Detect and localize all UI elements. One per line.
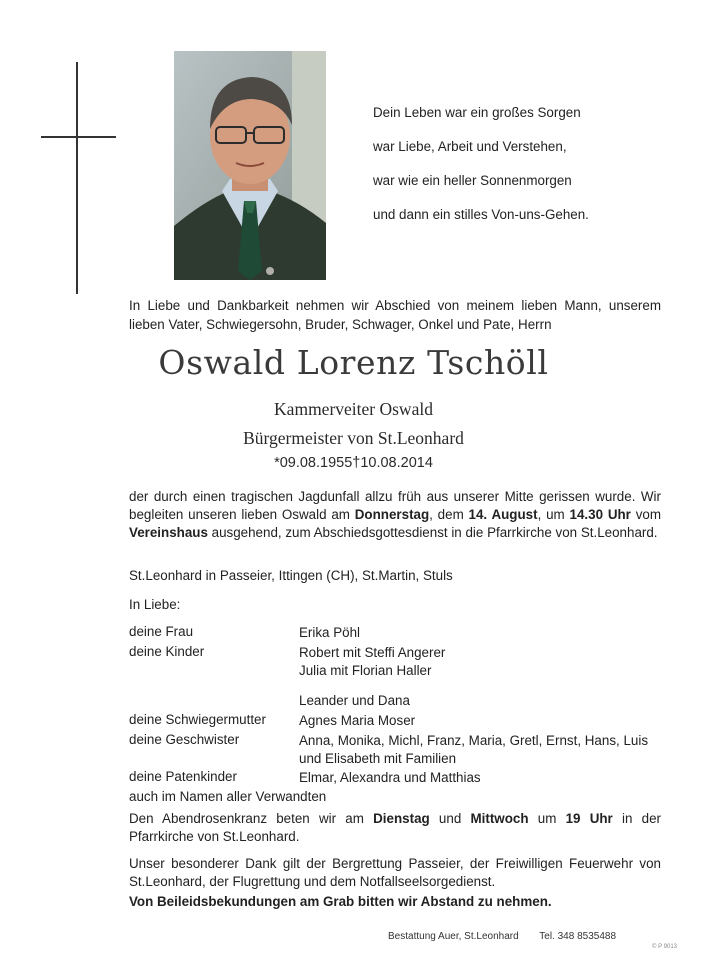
rosary-time: 19 Uhr xyxy=(565,811,613,826)
relative-name: Leander und Dana xyxy=(299,693,410,708)
poem-line: war wie ein heller Sonnenmorgen xyxy=(373,173,572,188)
family-row-grandchildren xyxy=(129,692,669,712)
family-row-children xyxy=(129,644,669,692)
locations: St.Leonhard in Passeier, Ittingen (CH), St.Martin, Stuls xyxy=(129,568,453,583)
in-love-heading: In Liebe: xyxy=(129,597,181,612)
family-list xyxy=(129,624,669,804)
phone: Tel. 348 8535488 xyxy=(539,931,616,942)
funeral-paragraph: der durch einen tragischen Jagdunfall allzu früh aus unserer Mitte gerissen wurde. Wir begleiten unseren lieben Oswald am Donnerstag, dem 14. August, um 14.30 Uhr vom Vereinshaus ausgehend, zum Abschiedsgottesdienst in die Pfarrkirche von St.Leonhard. xyxy=(129,489,661,540)
relation-label: deine Kinder xyxy=(129,644,205,659)
rosary-day-1: Dienstag xyxy=(373,811,430,826)
relative-name: Anna, Monika, Michl, Franz, Maria, Gretl, Ernst, Hans, Luis xyxy=(299,733,649,748)
condolences-note: Von Beileidsbekundungen am Grab bitten wir Abstand zu nehmen. xyxy=(129,894,552,909)
funeral-place: Vereinshaus xyxy=(129,525,208,540)
family-row-mother-in-law xyxy=(129,712,669,732)
funeral-date: 14. August xyxy=(468,507,538,522)
family-row-wife xyxy=(129,624,669,644)
print-code: © P 9013 xyxy=(652,944,677,950)
deceased-title: Bürgermeister von St.Leonhard xyxy=(243,428,464,448)
relative-name: Agnes Maria Moser xyxy=(299,713,416,728)
relation-label: deine Schwiegermutter xyxy=(129,712,266,727)
funeral-time: 14.30 Uhr xyxy=(569,507,631,522)
footer xyxy=(388,931,634,942)
relative-name: Julia mit Florian Haller xyxy=(299,663,432,678)
relation-label: deine Geschwister xyxy=(129,732,240,747)
cross-horizontal xyxy=(41,136,116,138)
relative-name: Robert mit Steffi Angerer xyxy=(299,645,446,660)
intro-text: In Liebe und Dankbarkeit nehmen wir Abschied von meinem lieben Mann, unserem lieben Vater, Schwiegersohn, Bruder, Schwager, Onkel und Pate, Herrn xyxy=(129,298,661,332)
thanks-paragraph: Unser besonderer Dank gilt der Bergrettung Passeier, der Freiwilligen Feuerwehr von St.Leonhard, der Flugrettung und dem Notfallseelsorgedienst. xyxy=(129,856,661,889)
funeral-day: Donnerstag xyxy=(354,507,430,522)
cross-vertical xyxy=(76,62,78,294)
deceased-dates: *09.08.1955†10.08.2014 xyxy=(274,455,433,471)
relation-label: deine Frau xyxy=(129,624,194,639)
rosary-paragraph: Den Abendrosenkranz beten wir am Dienstag und Mittwoch um 19 Uhr in der Pfarrkirche von St.Leonhard. xyxy=(129,811,661,844)
relation-label: deine Patenkinder xyxy=(129,769,237,784)
portrait-photo xyxy=(174,51,326,280)
family-row-siblings xyxy=(129,732,669,769)
relative-name: Elmar, Alexandra und Matthias xyxy=(299,770,481,785)
relative-name: Erika Pöhl xyxy=(299,625,361,640)
poem-line: und dann ein stilles Von-uns-Gehen. xyxy=(373,207,589,222)
family-row-godchildren xyxy=(129,769,669,789)
poem-line: Dein Leben war ein großes Sorgen xyxy=(373,105,581,120)
poem-line: war Liebe, Arbeit und Verstehen, xyxy=(373,139,567,154)
undertaker: Bestattung Auer, St.Leonhard xyxy=(388,931,519,942)
rosary-day-2: Mittwoch xyxy=(470,811,529,826)
relative-name: und Elisabeth mit Familien xyxy=(299,751,457,766)
deceased-name: Oswald Lorenz Tschöll xyxy=(158,343,549,382)
relatives-note: auch im Namen aller Verwandten xyxy=(129,789,327,804)
deceased-nickname: Kammerveiter Oswald xyxy=(274,399,433,419)
poem xyxy=(373,96,589,232)
